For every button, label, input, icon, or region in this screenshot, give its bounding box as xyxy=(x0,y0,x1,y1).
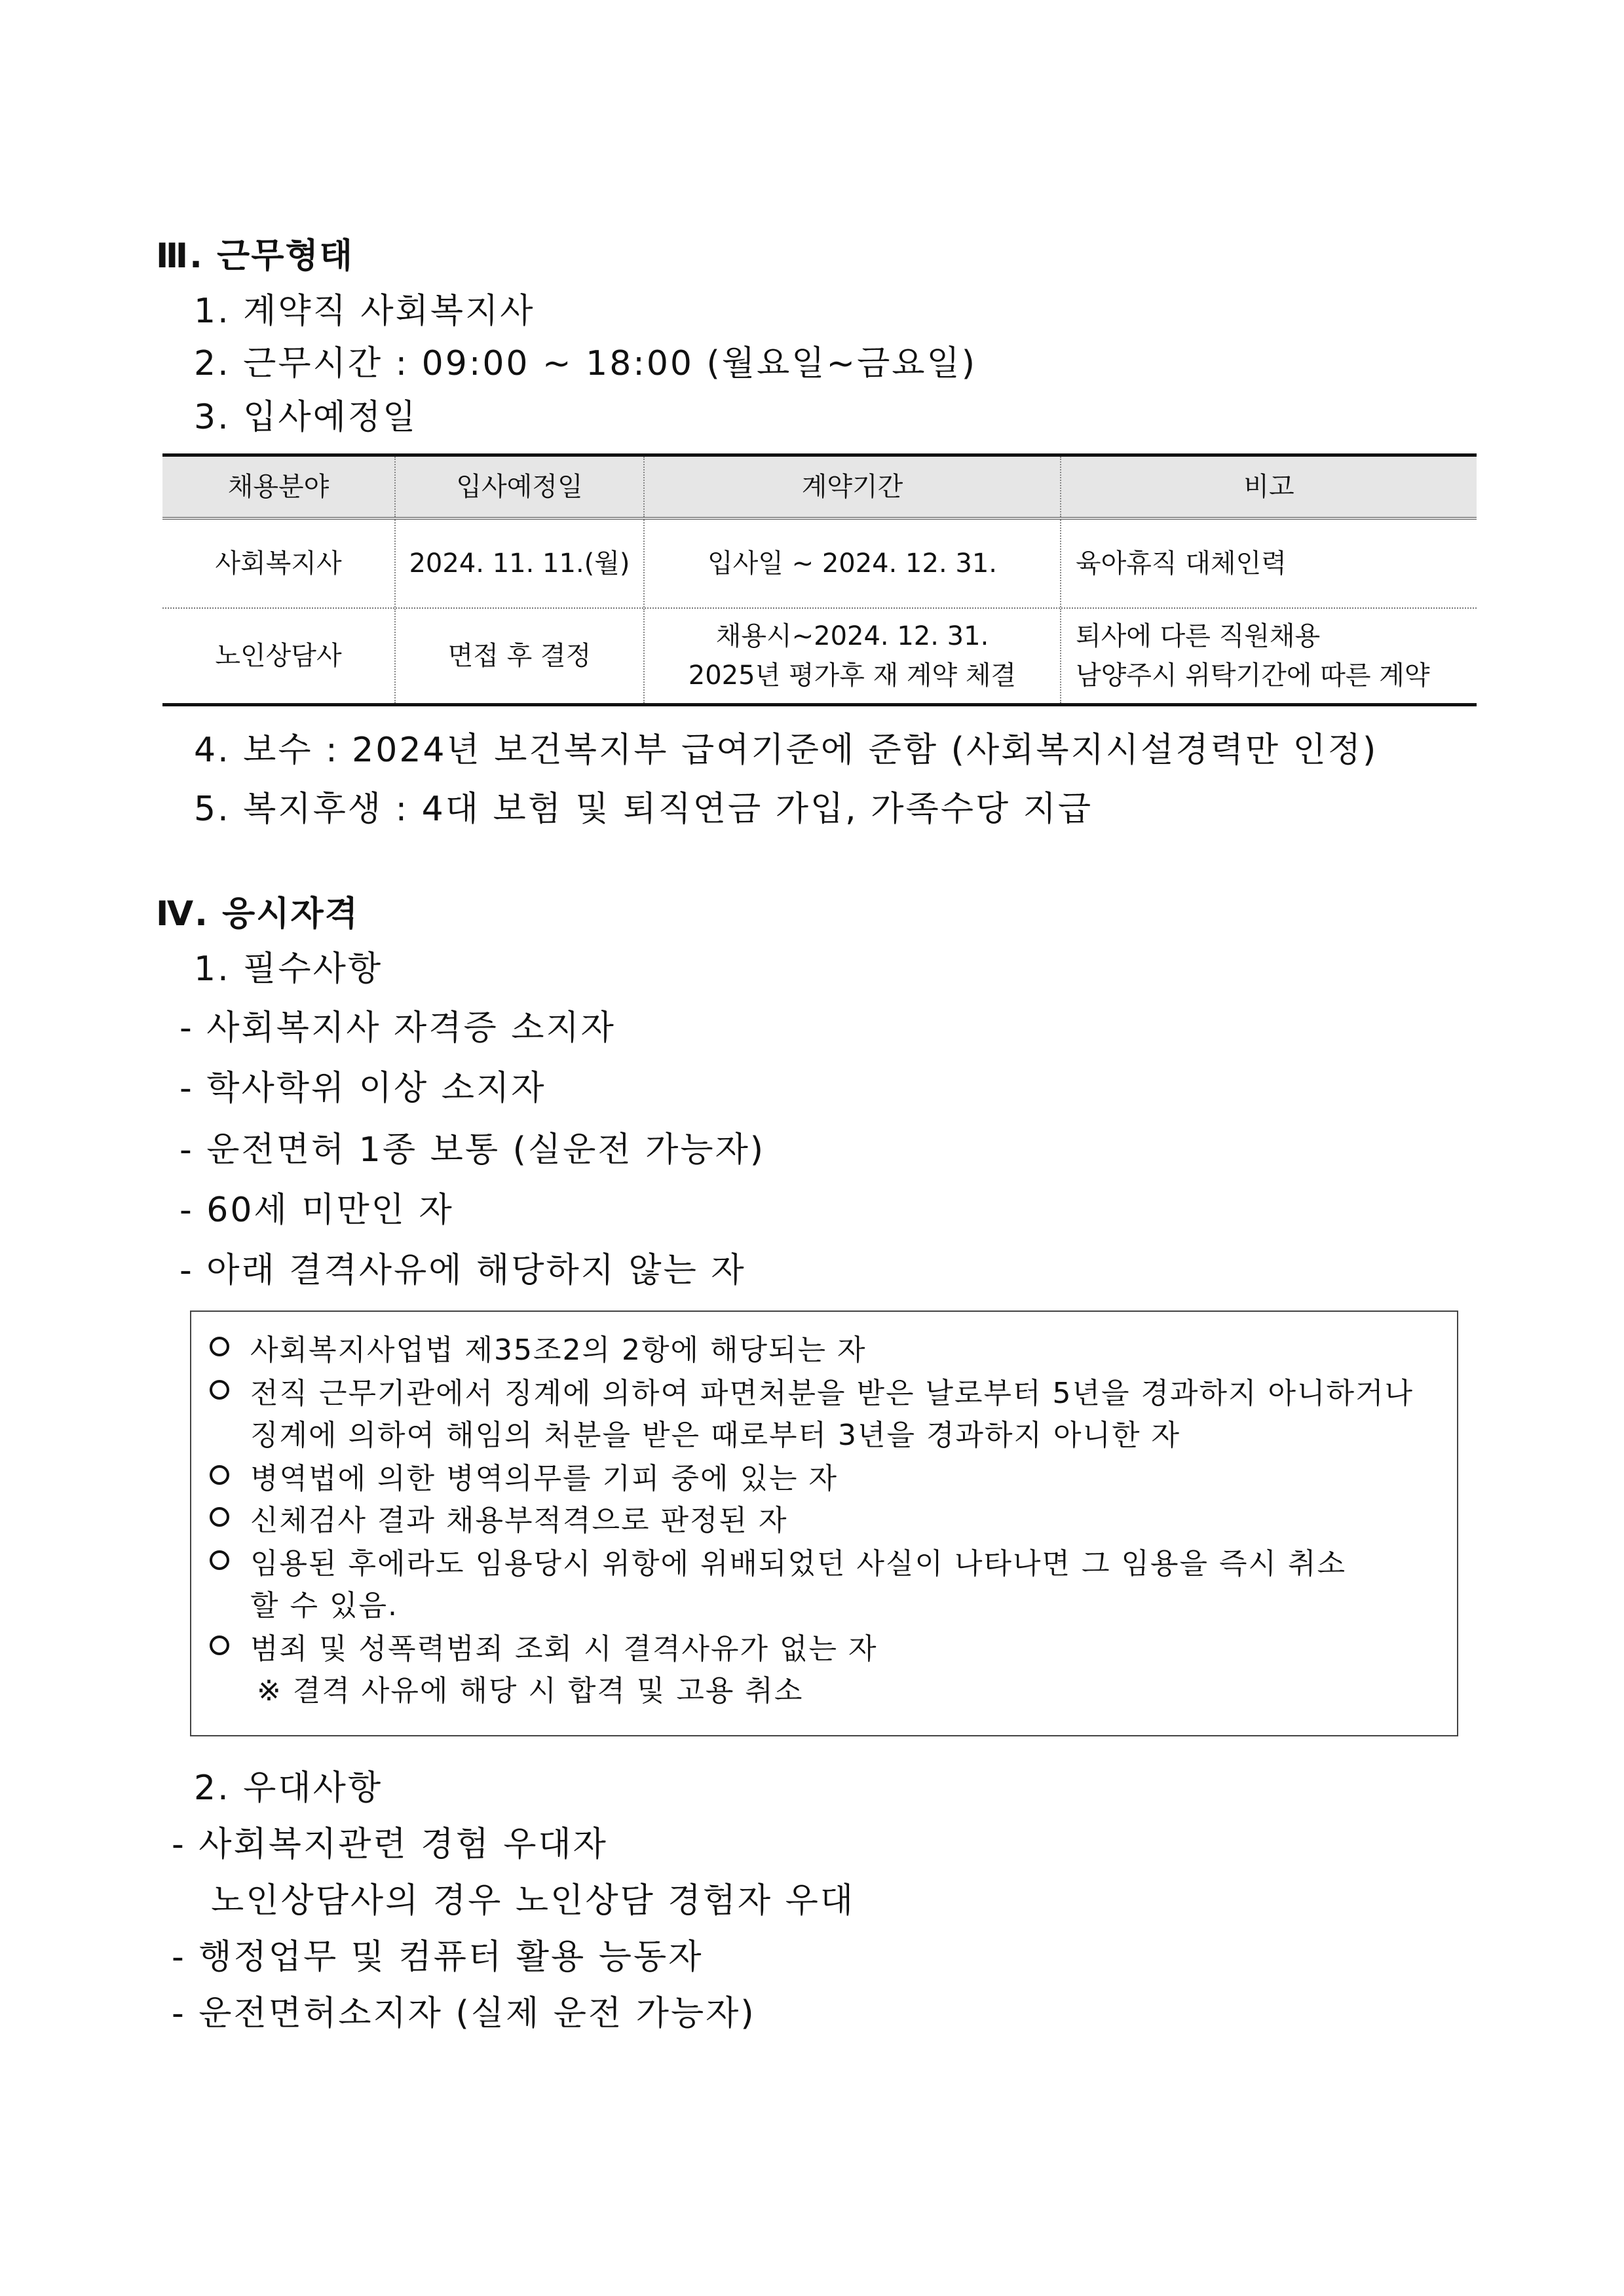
circle-bullet-icon xyxy=(210,1465,229,1485)
requirement-item: - 아래 결격사유에 해당하지 않는 자 xyxy=(179,1251,746,1290)
disqualification-item: 사회복지사업법 제35조2의 2항에 해당되는 자 xyxy=(250,1333,867,1367)
section3-item1: 1. 계약직 사회복지사 xyxy=(194,292,535,331)
table-header-field: 채용분야 xyxy=(162,457,396,517)
section4-sub2: 2. 우대사항 xyxy=(194,1769,383,1808)
table-cell-field: 사회복지사 xyxy=(162,520,396,607)
table-cell-period-line1: 채용시~2024. 12. 31. xyxy=(715,621,989,651)
table-cell-note: 육아휴직 대체인력 xyxy=(1076,548,1287,579)
table-header-period: 계약기간 xyxy=(645,457,1061,517)
table-row xyxy=(162,609,1477,703)
section4-heading: Ⅳ. 응시자격 xyxy=(156,894,359,934)
hiring-schedule-table xyxy=(162,453,1477,706)
disqualification-item: 신체검사 결과 채용부적격으로 판정된 자 xyxy=(250,1504,788,1537)
circle-bullet-icon xyxy=(210,1507,229,1527)
requirement-item: - 학사학위 이상 소지자 xyxy=(179,1069,546,1108)
disqualification-item-cont: 징계에 의하여 해임의 처분을 받은 때로부터 3년을 경과하지 아니한 자 xyxy=(250,1419,1180,1452)
preference-item: - 사회복지관련 경험 우대자 xyxy=(172,1825,608,1864)
table-cell-date: 면접 후 결정 xyxy=(396,609,645,703)
section3-item3: 3. 입사예정일 xyxy=(194,398,418,437)
table-cell-note-line2: 남양주시 위탁기간에 따른 계약 xyxy=(1076,660,1430,691)
circle-bullet-icon xyxy=(210,1337,229,1356)
section3-item5: 5. 복지후생 : 4대 보험 및 퇴직연금 가입, 가족수당 지급 xyxy=(194,790,1093,829)
disqualification-box xyxy=(190,1311,1458,1736)
table-cell-note-line1: 퇴사에 다른 직원채용 xyxy=(1076,621,1321,651)
table-header-row xyxy=(162,457,1477,520)
preference-item-cont: 노인상담사의 경우 노인상담 경험자 우대 xyxy=(211,1881,856,1921)
table-row xyxy=(162,520,1477,609)
section3-heading: Ⅲ. 근무형태 xyxy=(156,237,354,276)
circle-bullet-icon xyxy=(210,1380,229,1400)
table-cell-period-line2: 2025년 평가후 재 계약 체결 xyxy=(688,660,1017,691)
preference-item: - 운전면허소지자 (실제 운전 가능자) xyxy=(172,1994,756,2033)
table-cell-date: 2024. 11. 11.(월) xyxy=(396,520,645,607)
table-cell-note xyxy=(1061,609,1477,703)
table-cell-period: 입사일 ~ 2024. 12. 31. xyxy=(645,520,1061,607)
circle-bullet-icon xyxy=(210,1636,229,1655)
disqualification-item: 전직 근무기관에서 징계에 의하여 파면처분을 받은 날로부터 5년을 경과하지 아니하거나 xyxy=(250,1377,1414,1410)
table-cell-period xyxy=(645,609,1061,703)
preference-item: - 행정업무 및 컴퓨터 활용 능동자 xyxy=(172,1938,704,1977)
section3-item4: 4. 보수 : 2024년 보건복지부 급여기준에 준함 (사회복지시설경력만 인정) xyxy=(194,731,1378,770)
requirement-item: - 운전면허 1종 보통 (실운전 가능자) xyxy=(179,1130,766,1170)
section4-sub1: 1. 필수사항 xyxy=(194,949,383,989)
disqualification-note: ※ 결격 사유에 해당 시 합격 및 고용 취소 xyxy=(257,1674,804,1708)
circle-bullet-icon xyxy=(210,1550,229,1570)
disqualification-item: 병역법에 의한 병역의무를 기피 중에 있는 자 xyxy=(250,1462,838,1495)
disqualification-item: 범죄 및 성폭력범죄 조회 시 결격사유가 없는 자 xyxy=(250,1632,878,1666)
disqualification-item: 임용된 후에라도 임용당시 위항에 위배되었던 사실이 나타나면 그 임용을 즉시 취소 xyxy=(250,1547,1346,1580)
requirement-item: - 60세 미만인 자 xyxy=(179,1191,454,1230)
table-cell-field: 노인상담사 xyxy=(162,609,396,703)
disqualification-item-cont: 할 수 있음. xyxy=(250,1589,398,1622)
section3-item2: 2. 근무시간 : 09:00 ~ 18:00 (월요일~금요일) xyxy=(194,344,977,383)
requirement-item: - 사회복지사 자격증 소지자 xyxy=(179,1008,616,1048)
table-header-date: 입사예정일 xyxy=(396,457,645,517)
table-header-note: 비고 xyxy=(1243,472,1294,502)
